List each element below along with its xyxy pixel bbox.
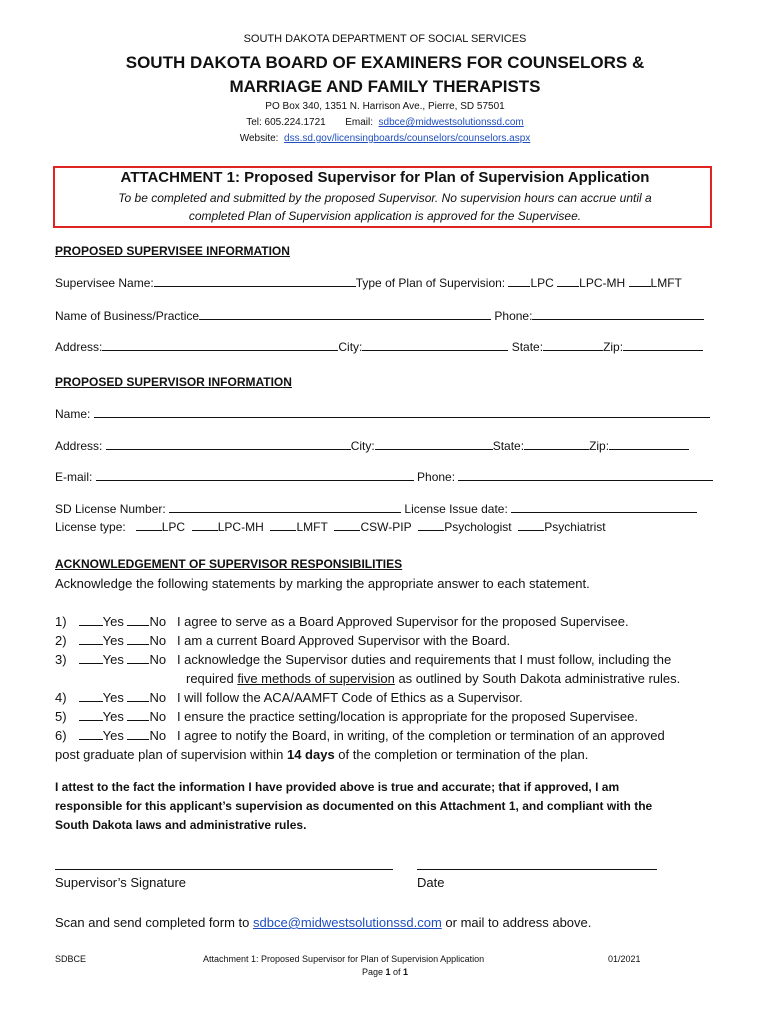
license-issue-field[interactable] [511, 501, 697, 513]
license-type-psychiatrist-field[interactable] [518, 519, 544, 531]
supervisee-phone-label: Phone: [494, 309, 533, 323]
license-type-psychiatrist: Psychiatrist [544, 520, 606, 534]
license-type-lmft: LMFT [296, 520, 328, 534]
license-type-lpcmh-field[interactable] [192, 519, 218, 531]
ack-no-label: No [149, 633, 167, 648]
ack-6-days: 14 days [286, 747, 335, 762]
ack-item-3-continued [186, 671, 680, 686]
submit-pre: Scan and send completed form to [55, 915, 254, 930]
ack-3-no-field[interactable] [127, 652, 149, 664]
department-name: SOUTH DAKOTA DEPARTMENT OF SOCIAL SERVICES [243, 33, 527, 45]
license-number-row [55, 501, 697, 516]
acknowledgement-instruction: Acknowledge the following statements by marking the appropriate answer to each statement. [55, 576, 590, 591]
license-type-lmft-field[interactable] [270, 519, 296, 531]
supervisee-zip-label: Zip: [603, 340, 624, 354]
supervisee-zip-field[interactable] [623, 339, 703, 351]
ack-5-no-field[interactable] [127, 709, 149, 721]
license-type-cswpip: CSW-PIP [360, 520, 412, 534]
supervisor-zip-field[interactable] [609, 438, 689, 450]
website-link[interactable]: dss.sd.gov/licensingboards/counselors/counselors.aspx [284, 133, 531, 144]
license-type-cswpip-field[interactable] [334, 519, 360, 531]
supervisor-heading: PROPOSED SUPERVISOR INFORMATION [55, 375, 292, 389]
contact-line [0, 117, 770, 128]
supervisor-address-label: Address: [55, 439, 103, 453]
ack-6-cont-pre: post graduate plan of supervision within [55, 747, 287, 762]
ack-item-text: I am a current Board Approved Supervisor with the Board. [176, 633, 511, 648]
email-link[interactable]: sdbce@midwestsolutionssd.com [378, 117, 524, 128]
page-total: 1 [403, 967, 409, 977]
ack-item-text: I ensure the practice setting/location is appropriate for the proposed Supervisee. [176, 709, 638, 724]
license-number-field[interactable] [169, 501, 401, 513]
ack-item-num: 6) [55, 728, 67, 743]
attachment-note-line1: To be completed and submitted by the proposed Supervisor. No supervision hours can accrue until a [118, 191, 652, 205]
ack-no-label: No [149, 652, 167, 667]
supervisee-state-field[interactable] [543, 339, 603, 351]
ack-no-label: No [149, 728, 167, 743]
plan-type-lmft-field[interactable] [629, 275, 651, 287]
ack-item-num: 4) [55, 690, 67, 705]
ack-item-6-continued [55, 747, 588, 762]
ack-item-3 [55, 652, 671, 667]
page-mid: of [390, 967, 404, 977]
ack-item-4 [55, 690, 523, 705]
board-title-line2: MARRIAGE AND FAMILY THERAPISTS [229, 77, 541, 96]
date-label: Date [417, 875, 445, 890]
supervisor-name-row [55, 406, 710, 421]
ack-item-2 [55, 633, 510, 648]
signature-field[interactable] [55, 869, 393, 870]
supervisor-email-label: E-mail: [55, 470, 93, 484]
acknowledgement-heading: ACKNOWLEDGEMENT OF SUPERVISOR RESPONSIBILITIES [55, 557, 403, 571]
ack-6-cont-post: of the completion or termination of the plan. [334, 747, 589, 762]
ack-4-no-field[interactable] [127, 690, 149, 702]
ack-item-num: 3) [55, 652, 67, 667]
ack-5-yes-field[interactable] [79, 709, 103, 721]
ack-yes-label: Yes [102, 652, 124, 667]
supervisee-city-field[interactable] [362, 339, 508, 351]
supervisor-state-label: State: [492, 439, 525, 453]
attachment-title: ATTACHMENT 1: Proposed Supervisor for Plan of Supervision Application [120, 169, 650, 186]
plan-type-lpcmh-field[interactable] [557, 275, 579, 287]
date-field[interactable] [417, 869, 657, 870]
supervisee-name-row [55, 275, 682, 290]
plan-type-lpcmh: LPC-MH [579, 276, 626, 290]
ack-3-cont-post: as outlined by South Dakota administrative rules. [394, 671, 681, 686]
ack-item-1 [55, 614, 629, 629]
submit-instruction [55, 915, 591, 930]
license-type-psychologist: Psychologist [444, 520, 512, 534]
ack-yes-label: Yes [102, 633, 124, 648]
ack-item-6 [55, 728, 665, 743]
email-label: Email: [345, 117, 373, 128]
five-methods-link[interactable]: five methods of supervision [237, 671, 395, 686]
ack-no-label: No [149, 709, 167, 724]
footer-center: Attachment 1: Proposed Supervisor for Plan of Supervision Application [203, 954, 485, 964]
website-line [0, 133, 770, 144]
website-label: Website: [239, 133, 279, 144]
submit-email-link[interactable]: sdbce@midwestsolutionssd.com [253, 915, 442, 930]
ack-4-yes-field[interactable] [79, 690, 103, 702]
business-field[interactable] [199, 308, 491, 320]
supervisee-phone-field[interactable] [532, 308, 704, 320]
submit-post: or mail to address above. [441, 915, 592, 930]
supervisor-email-row [55, 469, 713, 484]
ack-1-no-field[interactable] [127, 614, 149, 626]
supervisor-city-field[interactable] [375, 438, 493, 450]
license-type-lpcmh: LPC-MH [217, 520, 264, 534]
ack-item-num: 1) [55, 614, 67, 629]
supervisee-address-row [55, 339, 703, 354]
ack-item-5 [55, 709, 638, 724]
supervisor-phone-field[interactable] [458, 469, 713, 481]
attest-line3: South Dakota laws and administrative rules. [55, 818, 307, 832]
page-pre: Page [361, 967, 386, 977]
supervisor-name-field[interactable] [94, 406, 710, 418]
license-type-lpc-field[interactable] [136, 519, 162, 531]
license-number-label: SD License Number: [55, 502, 166, 516]
page-number [0, 967, 770, 977]
supervisee-city-label: City: [338, 340, 363, 354]
license-issue-label: License Issue date: [404, 502, 508, 516]
plan-type-lpc: LPC [530, 276, 554, 290]
supervisor-state-field[interactable] [524, 438, 589, 450]
board-address: PO Box 340, 1351 N. Harrison Ave., Pierre, SD 57501 [265, 101, 505, 112]
attest-line1: I attest to the fact the information I have provided above is true and accurate; that if approved, I am [55, 780, 620, 794]
supervisee-address-label: Address: [55, 340, 103, 354]
signature-label: Supervisor’s Signature [55, 875, 187, 890]
business-label: Name of Business/Practice [55, 309, 200, 323]
ack-6-yes-field[interactable] [79, 728, 103, 740]
supervisor-address-field[interactable] [106, 438, 351, 450]
plan-type-label: Type of Plan of Supervision: [355, 276, 506, 290]
plan-type-lpc-field[interactable] [508, 275, 530, 287]
ack-yes-label: Yes [102, 728, 124, 743]
supervisee-heading: PROPOSED SUPERVISEE INFORMATION [55, 244, 290, 258]
ack-item-num: 2) [55, 633, 67, 648]
ack-3-yes-field[interactable] [79, 652, 103, 664]
ack-item-text: I agree to serve as a Board Approved Supervisor for the proposed Supervisee. [176, 614, 629, 629]
tel-label: Tel: 605.224.1721 [246, 117, 326, 128]
license-type-psychologist-field[interactable] [418, 519, 444, 531]
business-row [55, 308, 704, 323]
footer-left: SDBCE [55, 954, 87, 964]
supervisor-zip-label: Zip: [589, 439, 610, 453]
page-num: 1 [385, 967, 391, 977]
ack-yes-label: Yes [102, 690, 124, 705]
supervisee-address-field[interactable] [102, 339, 338, 351]
supervisor-phone-label: Phone: [417, 470, 456, 484]
supervisee-state-label: State: [511, 340, 544, 354]
supervisee-name-label: Supervisee Name: [55, 276, 154, 290]
license-type-row [55, 519, 606, 534]
attachment-note-line2: completed Plan of Supervision application is approved for the Supervisee. [188, 209, 582, 223]
ack-3-cont-pre: required [186, 671, 238, 686]
ack-2-no-field[interactable] [127, 633, 149, 645]
license-type-label: License type: [55, 520, 126, 534]
ack-yes-label: Yes [102, 614, 124, 629]
ack-item-text: I acknowledge the Supervisor duties and requirements that I must follow, including the [176, 652, 672, 667]
ack-yes-label: Yes [102, 709, 124, 724]
license-type-lpc: LPC [161, 520, 186, 534]
board-title-line1: SOUTH DAKOTA BOARD OF EXAMINERS FOR COUNSELORS & [125, 53, 645, 72]
attest-line2: responsible for this applicant’s supervision as documented on this Attachment 1, and compliant with the [55, 799, 653, 813]
supervisor-name-label: Name: [55, 407, 91, 421]
supervisor-address-row [55, 438, 689, 453]
ack-no-label: No [149, 690, 167, 705]
footer-right: 01/2021 [608, 954, 641, 964]
ack-no-label: No [149, 614, 167, 629]
ack-1-yes-field[interactable] [79, 614, 103, 626]
ack-item-text: I will follow the ACA/AAMFT Code of Ethics as a Supervisor. [176, 690, 523, 705]
ack-6-no-field[interactable] [127, 728, 149, 740]
supervisor-email-field[interactable] [96, 469, 414, 481]
supervisee-name-field[interactable] [154, 275, 356, 287]
ack-item-text: I agree to notify the Board, in writing, of the completion or termination of an approved [176, 728, 665, 743]
plan-type-lmft: LMFT [650, 276, 682, 290]
supervisor-city-label: City: [350, 439, 375, 453]
ack-item-num: 5) [55, 709, 67, 724]
ack-2-yes-field[interactable] [79, 633, 103, 645]
